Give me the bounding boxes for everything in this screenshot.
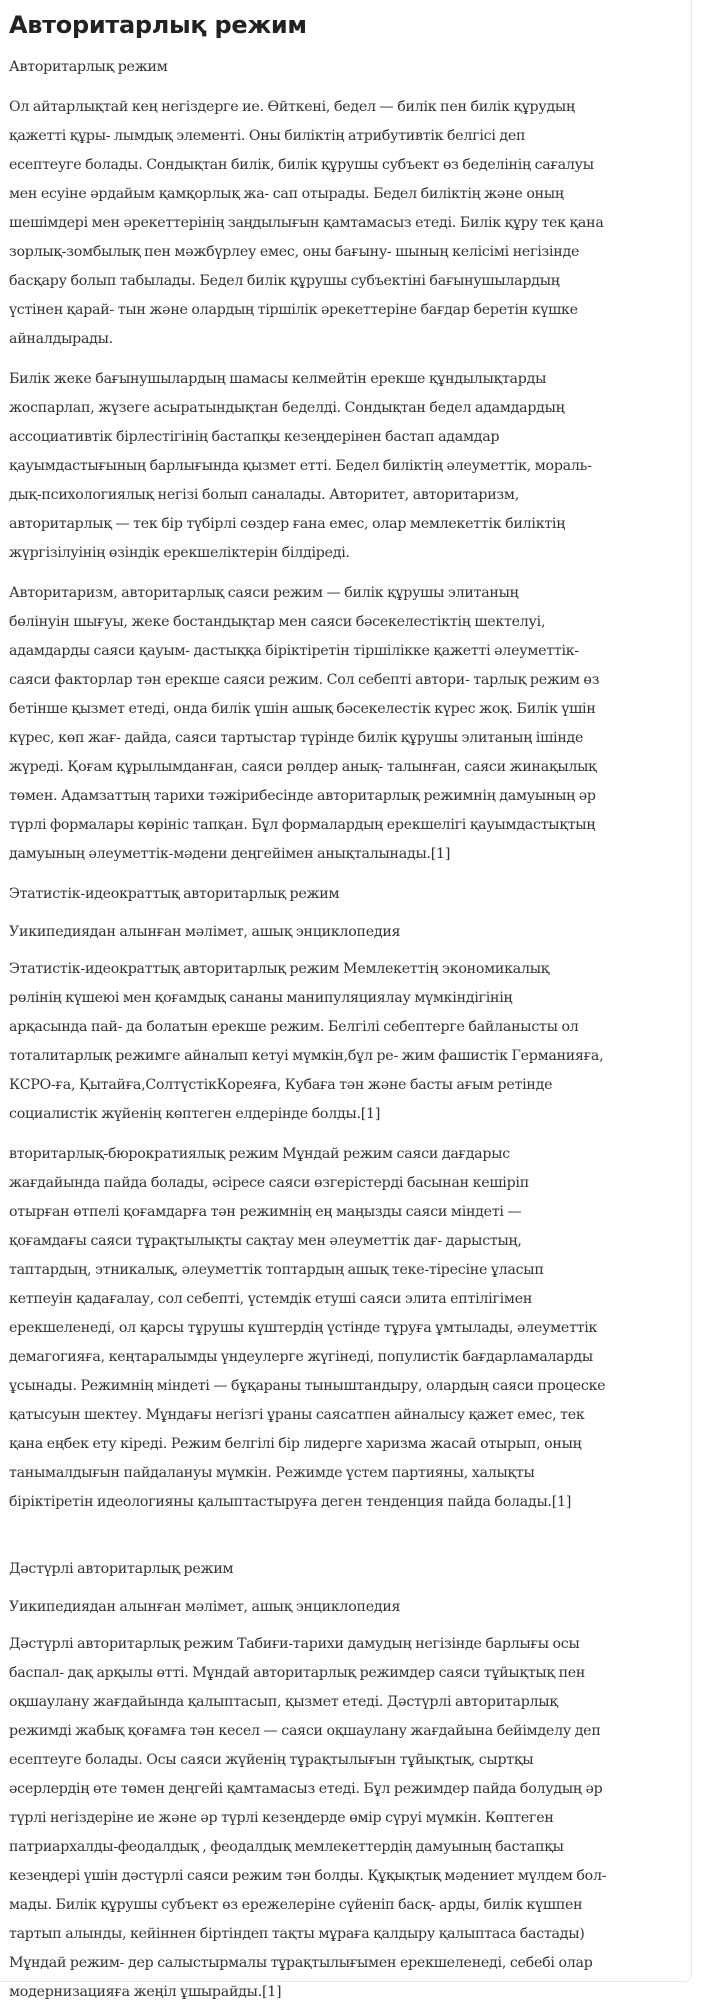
text-line: режимді жабық қоғамға тән кесел — саяси оқшаулану жағдайына бейімделу деп [9, 1723, 601, 1739]
text-line: арқасында пай- да болатын ерекше режим. Белгілі себептерге байланысты ол [9, 1019, 579, 1035]
text-line: Авторитаризм, авторитарлық саяси режим — билік құрушы элитаның [9, 585, 519, 601]
text-line: бөлінуін шығуы, жеке бостандықтар мен саяси бәсекелестіктің шектелуі, [9, 614, 546, 630]
text-line: социалистік жүйенің көптеген елдерінде болды.[1] [9, 1106, 381, 1122]
text-line: Мұндай режим- дер салыстырмалы тұрақтылығымен ерекшеленеді, себебі олар [9, 1955, 593, 1971]
text-line: біріктіретін идеологияны қалыптастыруға деген тенденция пайда болады.[1] [9, 1494, 572, 1510]
text-line: жағдайында пайда болады, әсіресе саяси өзгерістерді басынан кешіріп [9, 1175, 529, 1191]
paragraph-authority-values [9, 365, 681, 568]
text-line: түрлі негіздеріне ие және әр түрлі кезеңдерде өмір сүруі мүмкін. Көптеген [9, 1810, 554, 1826]
text-line: жүреді. Қоғам құрылымданған, саяси рөлдер анық- талынған, саяси жинақылық [9, 759, 597, 775]
paragraph-authoritarianism [9, 579, 681, 869]
text-line: КСРО-ға, Қытайға,СолтүстікКореяға, Кубаға тән және басты ағым ретінде [9, 1077, 553, 1093]
text-line: таптардың, этникалық, әлеуметтік топтардың ашық теке-тіресіне ұласып [9, 1262, 544, 1278]
text-line: патриархалды-феодалдық , феодалдық мемлекеттердің дамуының бастапқы [9, 1839, 564, 1855]
text-line: ерекшеленеді, ол қарсы тұрушы күштердің үстінде тұруға ұмтылады, әлеуметтік [9, 1320, 598, 1336]
text-line: саяси факторлар тән ерекше саяси режим. Сол себепті автори- тарлық режим өз [9, 672, 600, 688]
text-line: модернизацияға жеңіл ұшырайды.[1] [9, 1984, 282, 2000]
source-note-text: Уикипедиядан алынған мәлімет, ашық энциклопедия [9, 1599, 401, 1615]
text-line: қауымдастығының барлығында қызмет етті. Бедел биліктің әлеуметтік, мораль- [9, 458, 592, 474]
article-subtitle [9, 53, 681, 82]
text-line: жүргізілуінің өзіндік ерекшеліктерін білдіреді. [9, 545, 350, 561]
text-line: дық-психологиялық негізі болып саналады. Авторитет, авторитаризм, [9, 487, 519, 503]
text-line: төмен. Адамзаттың тарихи тәжірибесінде авторитарлық режимнің дамуының әр [9, 788, 596, 804]
text-line: бетінше қызмет етеді, онда билік үшін ашық бәсекелестік күрес жоқ. Билік үшін [9, 701, 596, 717]
text-line: Билік жеке бағынушылардың шамасы келмейтін ерекше құндылықтарды [9, 371, 547, 387]
paragraph-bureaucratic [9, 1140, 681, 1517]
paragraph-authority [9, 93, 681, 354]
text-line: ұсынады. Режимнің міндеті — бұқараны тыныштандыру, олардың саяси процеске [9, 1378, 606, 1394]
text-line: кетпеуін қадағалау, сол себепті, үстемдік етуші саяси элита ептілігімен [9, 1291, 533, 1307]
text-line: мады. Билік құрушы субъект өз ережелеріне сүйеніп басқ- арды, билік күшпен [9, 1897, 583, 1913]
text-line: отырған өтпелі қоғамдарға тән режимнің ең маңызды саяси міндеті — [9, 1204, 522, 1220]
paragraph-traditional [9, 1630, 681, 2007]
text-line: тартып алынды, кейіннен біртіндеп тақты мұраға қалдыру қалыптаса бастады) [9, 1926, 585, 1942]
text-line: қажетті құры- лымдық элементі. Оны биліктің атрибутивтік белгісі деп [9, 128, 526, 144]
text-line: Этатистік-идеократтық авторитарлық режим Мемлекеттің экономикалық [9, 961, 550, 977]
text-line: Дәстүрлі авторитарлық режим Табиғи-тарихи дамудың негізінде барлығы осы [9, 1636, 580, 1652]
text-line: есептеуге болады. Сондықтан билік, билік құрушы субъект өз беделінің сағалуы [9, 157, 594, 173]
subtitle-text: Авторитарлық режим [9, 59, 168, 75]
text-line: қатысуын шектеу. Мұндағы негізгі ұраны саясатпен айналысу қажет емес, тек [9, 1407, 585, 1423]
page-title: Авторитарлық режим [9, 11, 307, 39]
text-line: рөлінің күшеюі мен қоғамдық сананы манипуляциялау мүмкіндігінің [9, 990, 513, 1006]
source-note [9, 1593, 681, 1622]
text-line: үстінен қарай- тын және олардың тіршілік әрекеттеріне бағдар беретін күшке [9, 302, 578, 318]
text-line: вторитарлық-бюрократиялық режим Мұндай режим саяси дағдарыс [9, 1146, 510, 1162]
text-line: күрес, көп жағ- дайда, саяси тартыстар түрінде билік құрушы элитаның ішінде [9, 730, 584, 746]
text-line: түрлі формалары көрініс тапқан. Бұл формалардың ерекшелігі қауымдастықтың [9, 817, 596, 833]
traditional-heading-text: Дәстүрлі авторитарлық режим [9, 1561, 234, 1577]
text-line: оқшаулану жағдайында қалыптасып, қызмет етеді. Дәстүрлі авторитарлық [9, 1694, 558, 1710]
text-line: есептеуге болады. Осы саяси жүйенің тұрақтылығын тұйықтық, сыртқы [9, 1752, 534, 1768]
text-line: шешімдері мен әрекеттерінің заңдылығын қамтамасыз етеді. Билік құру тек қана [9, 215, 604, 231]
text-line: жоспарлап, жүзеге асыратындықтан беделді. Сондықтан бедел адамдардың [9, 400, 565, 416]
text-line: тоталитарлық режимге айналып кетуі мүмкін,бұл ре- жим фашистік Германияға, [9, 1048, 604, 1064]
paragraph-statist [9, 955, 681, 1129]
section-heading-statist [9, 880, 681, 909]
text-line: танымалдығын пайдалануы мүмкін. Режимде үстем партияны, халықты [9, 1465, 535, 1481]
statist-heading-text: Этатистік-идеократтық авторитарлық режим [9, 886, 340, 902]
text-line: адамдарды саяси қауым- дастыққа біріктіретін тіршілікке қажетті әлеуметтік- [9, 643, 579, 659]
text-line: әсерлердің өте төмен деңгейі қамтамасыз етеді. Бұл режимдер пайда болудың әр [9, 1781, 603, 1797]
text-line: зорлық-зомбылық пен мәжбүрлеу емес, оны бағыну- шының келісімі негізінде [9, 244, 580, 260]
text-line: айналдырады. [9, 331, 113, 347]
text-line: Ол айтарлықтай кең негіздерге ие. Өйткені, бедел — билік пен билік құрудың [9, 99, 575, 115]
source-note-text: Уикипедиядан алынған мәлімет, ашық энциклопедия [9, 924, 401, 940]
text-line: қана еңбек ету кіреді. Режим белгілі бір лидерге харизма жасай отырып, оның [9, 1436, 582, 1452]
text-line: басқару болып табылады. Бедел билік құрушы субъектіні бағынушылардың [9, 273, 560, 289]
text-line: кезеңдері үшін дәстүрлі саяси режим тән болды. Құқықтық мәдениет мүлдем бол- [9, 1868, 607, 1884]
text-line: демагогияға, кеңтаралымды үндеулерге жүгінеді, популистік бағдарламаларды [9, 1349, 593, 1365]
text-line: баспал- дақ арқылы өтті. Мұндай авторитарлық режимдер саяси тұйықтық пен [9, 1665, 586, 1681]
text-line: дамуының әлеуметтік-мәдени деңгейімен анықталынады.[1] [9, 846, 451, 862]
section-heading-traditional [9, 1555, 681, 1584]
text-line: мен есуіне әрдайым қамқорлық жа- сап отырады. Бедел биліктің және оның [9, 186, 564, 202]
source-note [9, 918, 681, 947]
text-line: қоғамдағы саяси тұрақтылықты сақтау мен әлеуметтік дағ- дарыстың, [9, 1233, 522, 1249]
text-line: авторитарлық — тек бір түбірлі сөздер ғана емес, олар мемлекеттік биліктің [9, 516, 566, 532]
text-line: ассоциативтік бірлестігінің бастапқы кезеңдерінен бастап адамдар [9, 429, 500, 445]
